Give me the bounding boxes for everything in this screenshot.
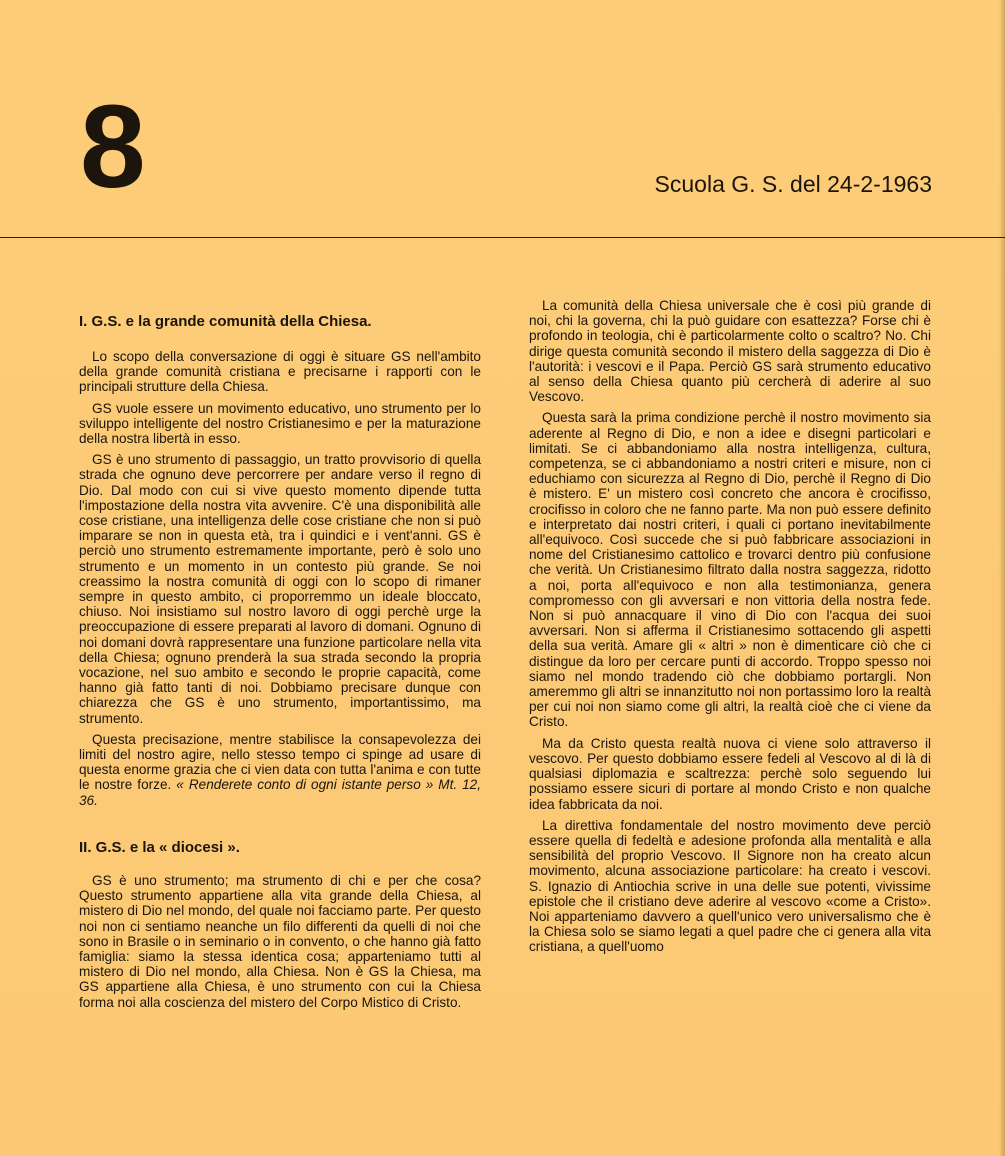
page-edge-shadow bbox=[999, 0, 1005, 1156]
header-title: Scuola G. S. del 24-2-1963 bbox=[654, 171, 932, 197]
section-heading-2: II. G.S. e la « diocesi ». bbox=[79, 838, 240, 856]
paragraph: Questa sarà la prima condizione perchè il nostro movimento sia aderente al Regno di Dio, e non a idee e disegni particolari e limitati. Se ci abbandoniamo alla nostra intelligenza, cultura, competenza, se ci abbandoniamo a nostri criteri e misure, non ci educhiamo con sicurezza al Regno di Dio, perchè il Regno di Dio è mistero. E' un mistero così concreto che ancora è crocifisso, crocifisso in coloro che ne fanno parte. Ma non può essere definito e interpretato dai nostri criteri, i quali ci portano inevitabilmente all'equivoco. Così succede che si può fabbricare associazioni in nome del Cristianesimo cattolico e trovarci dentro più confusione che verità. Un Cristianesimo filtrato dalla nostra saggezza, ridotto a noi, porta all'equivoco e non alla testimonianza, genera compromesso con gli avversari e non vittoria della nostra fede. Non si può annacquare il vino di Dio con l'acqua dei suoi avversari. Non si afferma il Cristianesimo sottacendo gli aspetti della sua verità. Amare gli « altri » non è dimenticare ciò che ci distingue da loro per cercare punti di accordo. Troppo spesso noi siamo nel mondo tradendo ciò che dobbiamo portargli. Non ameremmo gli altri se innanzitutto noi non portassimo loro la realtà per cui noi non siamo come gli altri, la realtà cioè che ci viene da Cristo. bbox=[529, 410, 931, 730]
paragraph: La direttiva fondamentale del nostro movimento deve perciò essere quella di fedeltà e adesione profonda alla mentalità e alla sensibilità del proprio Vescovo. Il Signore non ha creato alcun movimento, alcuna associazione particolare: ha creato i vescovi. S. Ignazio di Antiochia scrive in una delle sue potenti, vivissime epistole che il cristiano deve aderire al vescovo «come a Cristo». Noi apparteniamo davvero a quell'unico vero universalismo che è la Chiesa solo se siamo legati a quel padre che ci genera alla vita cristiana, a quell'uomo bbox=[529, 817, 931, 955]
paragraph: GS è uno strumento di passaggio, un tratto provvisorio di quella strada che ognuno deve percorrere per andare verso il regno di Dio. Dal modo con cui si vive questo momento dipende tutta l'impostazione della nostra vita avvenire. C'è una disponibilità alle cose cristiane, una intelligenza delle cose cristiane che non si può imparare se non in questa età, tra i quindici e i vent'anni. GS è perciò uno strumento estremamente importante, però è solo uno strumento e un momento in un contesto più grande. Se noi creassimo la nostra comunità di oggi con lo scopo di rimaner sempre in questo ambito, ci proporremmo un ideale bloccato, chiuso. Noi insistiamo sul nostro lavoro di oggi perchè urge la preoccupazione di essere preparati al lavoro di domani. Ognuno di noi domani dovrà rappresentare una funzione particolare nella vita della Chiesa; ognuno prenderà la sua strada secondo la propria vocazione, nel suo ambito e secondo le proprie capacità, come hanno già fatto tanti di noi. Dobbiamo precisare dunque con chiarezza che GS è uno strumento, importantissimo, ma strumento. bbox=[79, 452, 481, 726]
bible-citation: « Renderete conto di ogni istante perso » Mt. 12, 36. bbox=[79, 777, 482, 808]
header-divider bbox=[0, 237, 1005, 238]
paragraph: GS è uno strumento; ma strumento di chi e per che cosa? Questo strumento appartiene alla vita grande della Chiesa, al mistero di Dio nel mondo, del quale noi facciamo parte. Per questo noi non ci sentiamo neanche un filo differenti da quelli di noi che sono in Brasile o in seminario o in convento, o che hanno già fatto famiglia: siamo la stessa identica cosa; apparteniamo tutti al mistero di Dio nel mondo, alla Chiesa. Non è GS la Chiesa, ma GS appartiene alla Chiesa, è uno strumento con cui la Chiesa forma noi alla coscienza del mistero del Corpo Mistico di Cristo. bbox=[79, 872, 481, 1010]
paragraph: GS vuole essere un movimento educativo, uno strumento per lo sviluppo intelligente del nostro Cristianesimo e per la maturazione della nostra libertà in esso. bbox=[79, 400, 481, 447]
issue-number: 8 bbox=[80, 81, 144, 213]
paragraph-text: Questa precisazione, mentre stabilisce la consapevolezza dei limiti del nostro agire, nello stesso tempo ci spinge ad usare di questa enorme grazia che ci vien data con tutta l'anima e con tutte le nostre forze. bbox=[79, 731, 481, 793]
paragraph: La comunità della Chiesa universale che è così più grande di noi, chi la governa, chi la può guidare con esattezza? Forse chi è profondo in teologia, chi è particolarmente colto o scaltro? No. Chi dirige questa comunità secondo il mistero della saggezza di Dio è l'autorità: i vescovi e il Papa. Perciò GS sarà strumento educativo al senso della Chiesa quanto più cercherà di aderire al suo Vescovo. bbox=[529, 298, 931, 405]
left-column bbox=[79, 298, 481, 1016]
section-heading-1: I. G.S. e la grande comunità della Chiesa. bbox=[79, 313, 372, 330]
paragraph: Ma da Cristo questa realtà nuova ci viene solo attraverso il vescovo. Per questo dobbiamo essere fedeli al Vescovo al di là di qualsiasi diplomazia e scaltrezza: perchè solo seguendo lui possiamo essere sicuri di portare al mondo Cristo e non qualche idea fabbricata da noi. bbox=[529, 735, 931, 812]
paragraph-with-citation bbox=[79, 732, 481, 808]
right-column bbox=[529, 298, 931, 961]
paragraph: Lo scopo della conversazione di oggi è situare GS nell'ambito della grande comunità cristiana e precisarne i rapporti con le principali strutture della Chiesa. bbox=[79, 349, 481, 395]
